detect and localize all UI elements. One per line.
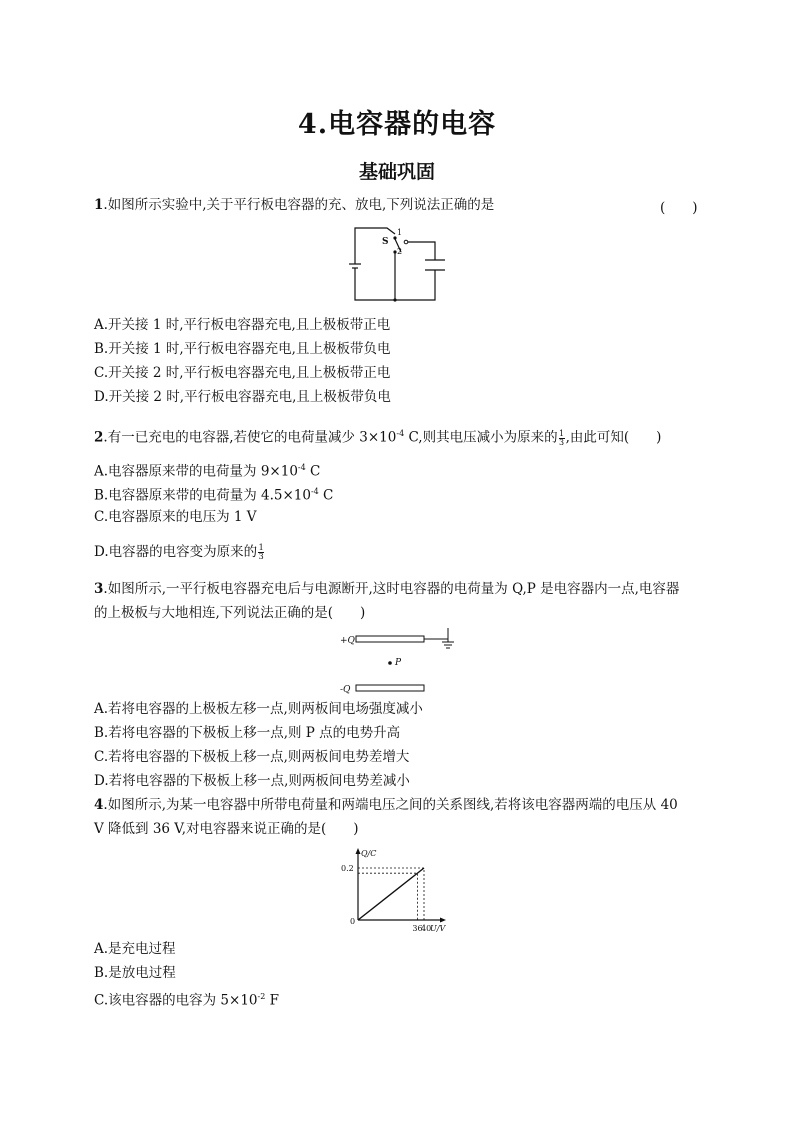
q2-option-c: C.电容器原来的电压为 1 V: [94, 509, 257, 525]
q2-option-b-unit: C: [318, 487, 334, 504]
q3-stem-text-1: .如图所示,一平行板电容器充电后与电源断开,这时电容器的电荷量为 Q,P 是电容器内一点,电容器: [103, 581, 680, 597]
series-line: [358, 868, 424, 920]
switch-contact-1: [404, 240, 408, 244]
origin-label: 0: [350, 917, 356, 926]
q1-option-d: D.开关接 2 时,平行板电容器充电,且上极板带负电: [94, 389, 391, 405]
q2-stem-part-b: C,则其电压减小为原来的: [404, 429, 558, 446]
q2-stem-part-a: .有一已充电的电容器,若使它的电荷量减少 3×10: [103, 429, 397, 446]
q1-option-c: C.开关接 2 时,平行板电容器充电,且上极板带正电: [94, 365, 391, 381]
bottom-plate: [356, 685, 424, 691]
ground-wire: [424, 636, 448, 639]
q2-stem-part-c: ,由此可知( ): [565, 429, 662, 446]
q4-option-c-text: C.该电容器的电容为 5×10: [94, 992, 258, 1009]
q1-answer-bracket: ( ): [660, 200, 698, 216]
x-axis-label: U/V: [430, 924, 446, 933]
q3-option-c: C.若将电容器的下极板上移一点,则两板间电势差增大: [94, 749, 410, 765]
q4-stem-line-2: V 降低到 36 V,对电容器来说正确的是( ): [94, 821, 359, 837]
point-p-label: P: [395, 658, 402, 668]
q1-option-b: B.开关接 1 时,平行板电容器充电,且上极板带负电: [94, 341, 391, 357]
q2-option-a-text: A.电容器原来带的电荷量为 9×10: [94, 463, 298, 480]
q1-circuit-figure: [345, 226, 445, 304]
q2-option-d-fraction: [258, 544, 264, 561]
q2-number: 2: [94, 429, 104, 446]
q4-number: 4: [94, 797, 104, 813]
q4-stem-text-1: .如图所示,为某一电容器中所带电荷量和两端电压之间的关系图线,若将该电容器两端的电压从 40: [103, 797, 678, 813]
wire-pos1-to-capacitor: [406, 242, 435, 260]
q4-option-b: B.是放电过程: [94, 965, 176, 981]
q2-option-b-exponent: -4: [310, 487, 319, 496]
q1-stem-text: .如图所示实验中,关于平行板电容器的充、放电,下列说法正确的是: [103, 197, 495, 213]
y-axis-label: Q/C: [361, 849, 377, 858]
switch-pos2-label: 2: [397, 247, 403, 256]
q3-option-d: D.若将电容器的下极板上移一点,则两板间电势差减小: [94, 773, 410, 789]
junction-dot: [393, 298, 396, 301]
q2-option-a-unit: C: [305, 463, 321, 480]
q3-stem-line-2: 的上极板与大地相连,下列说法正确的是( ): [94, 605, 366, 621]
q3-option-b: B.若将电容器的下极板上移一点,则 P 点的电势升高: [94, 725, 401, 741]
fraction-denominator: 3: [559, 437, 565, 447]
section-title: 基础巩固: [358, 161, 435, 183]
q2-stem-fraction: [559, 430, 565, 447]
q2-stem-exponent: -4: [396, 429, 405, 438]
q1-number: 1: [94, 197, 104, 213]
q4-stem-line-1: [94, 796, 678, 814]
ground-symbol: [442, 642, 454, 648]
q4-option-c: [94, 988, 279, 1010]
q1-stem: [94, 196, 494, 214]
q4-option-a: A.是充电过程: [94, 941, 176, 957]
x-tick-label-36: 36: [412, 924, 423, 933]
point-p-dot: [388, 661, 392, 665]
fraction-denominator: 3: [258, 552, 264, 561]
q2-option-a-exponent: -4: [297, 463, 306, 472]
switch-pos1-label: 1: [397, 228, 403, 237]
circuit-wire-top: [355, 228, 395, 234]
y-tick-label: 0.2: [341, 864, 354, 873]
top-plate: [356, 636, 424, 642]
switch-label: S: [382, 237, 389, 247]
q2-option-d-text: D.电容器的电容变为原来的: [94, 544, 258, 560]
q4-option-c-exponent: -2: [257, 992, 266, 1001]
page-title: 4.电容器的电容: [297, 109, 497, 140]
fraction-numerator: 1: [559, 428, 565, 438]
q2-stem: [94, 425, 661, 447]
q3-option-a: A.若将电容器的上极板左移一点,则两板间电场强度减小: [94, 701, 423, 717]
q4-option-c-unit: F: [265, 992, 279, 1009]
fraction-numerator: 1: [258, 543, 264, 552]
bottom-plate-label: -Q: [340, 685, 351, 695]
q3-capacitor-figure: [338, 628, 458, 696]
x-axis-arrow: [440, 918, 446, 923]
q2-option-b-text: B.电容器原来带的电荷量为 4.5×10: [94, 487, 311, 504]
q3-number: 3: [94, 581, 104, 597]
q4-charge-voltage-chart: [336, 842, 456, 934]
top-plate-label: +Q: [340, 636, 355, 646]
x-tick-label-40: 40: [421, 924, 432, 933]
q2-option-d: [94, 543, 265, 561]
y-axis-arrow: [356, 848, 361, 854]
q1-option-a: A.开关接 1 时,平行板电容器充电,且上极板带正电: [94, 317, 391, 333]
q2-option-b: [94, 483, 333, 505]
q2-option-a: [94, 459, 320, 481]
q3-stem-line-1: [94, 580, 679, 598]
